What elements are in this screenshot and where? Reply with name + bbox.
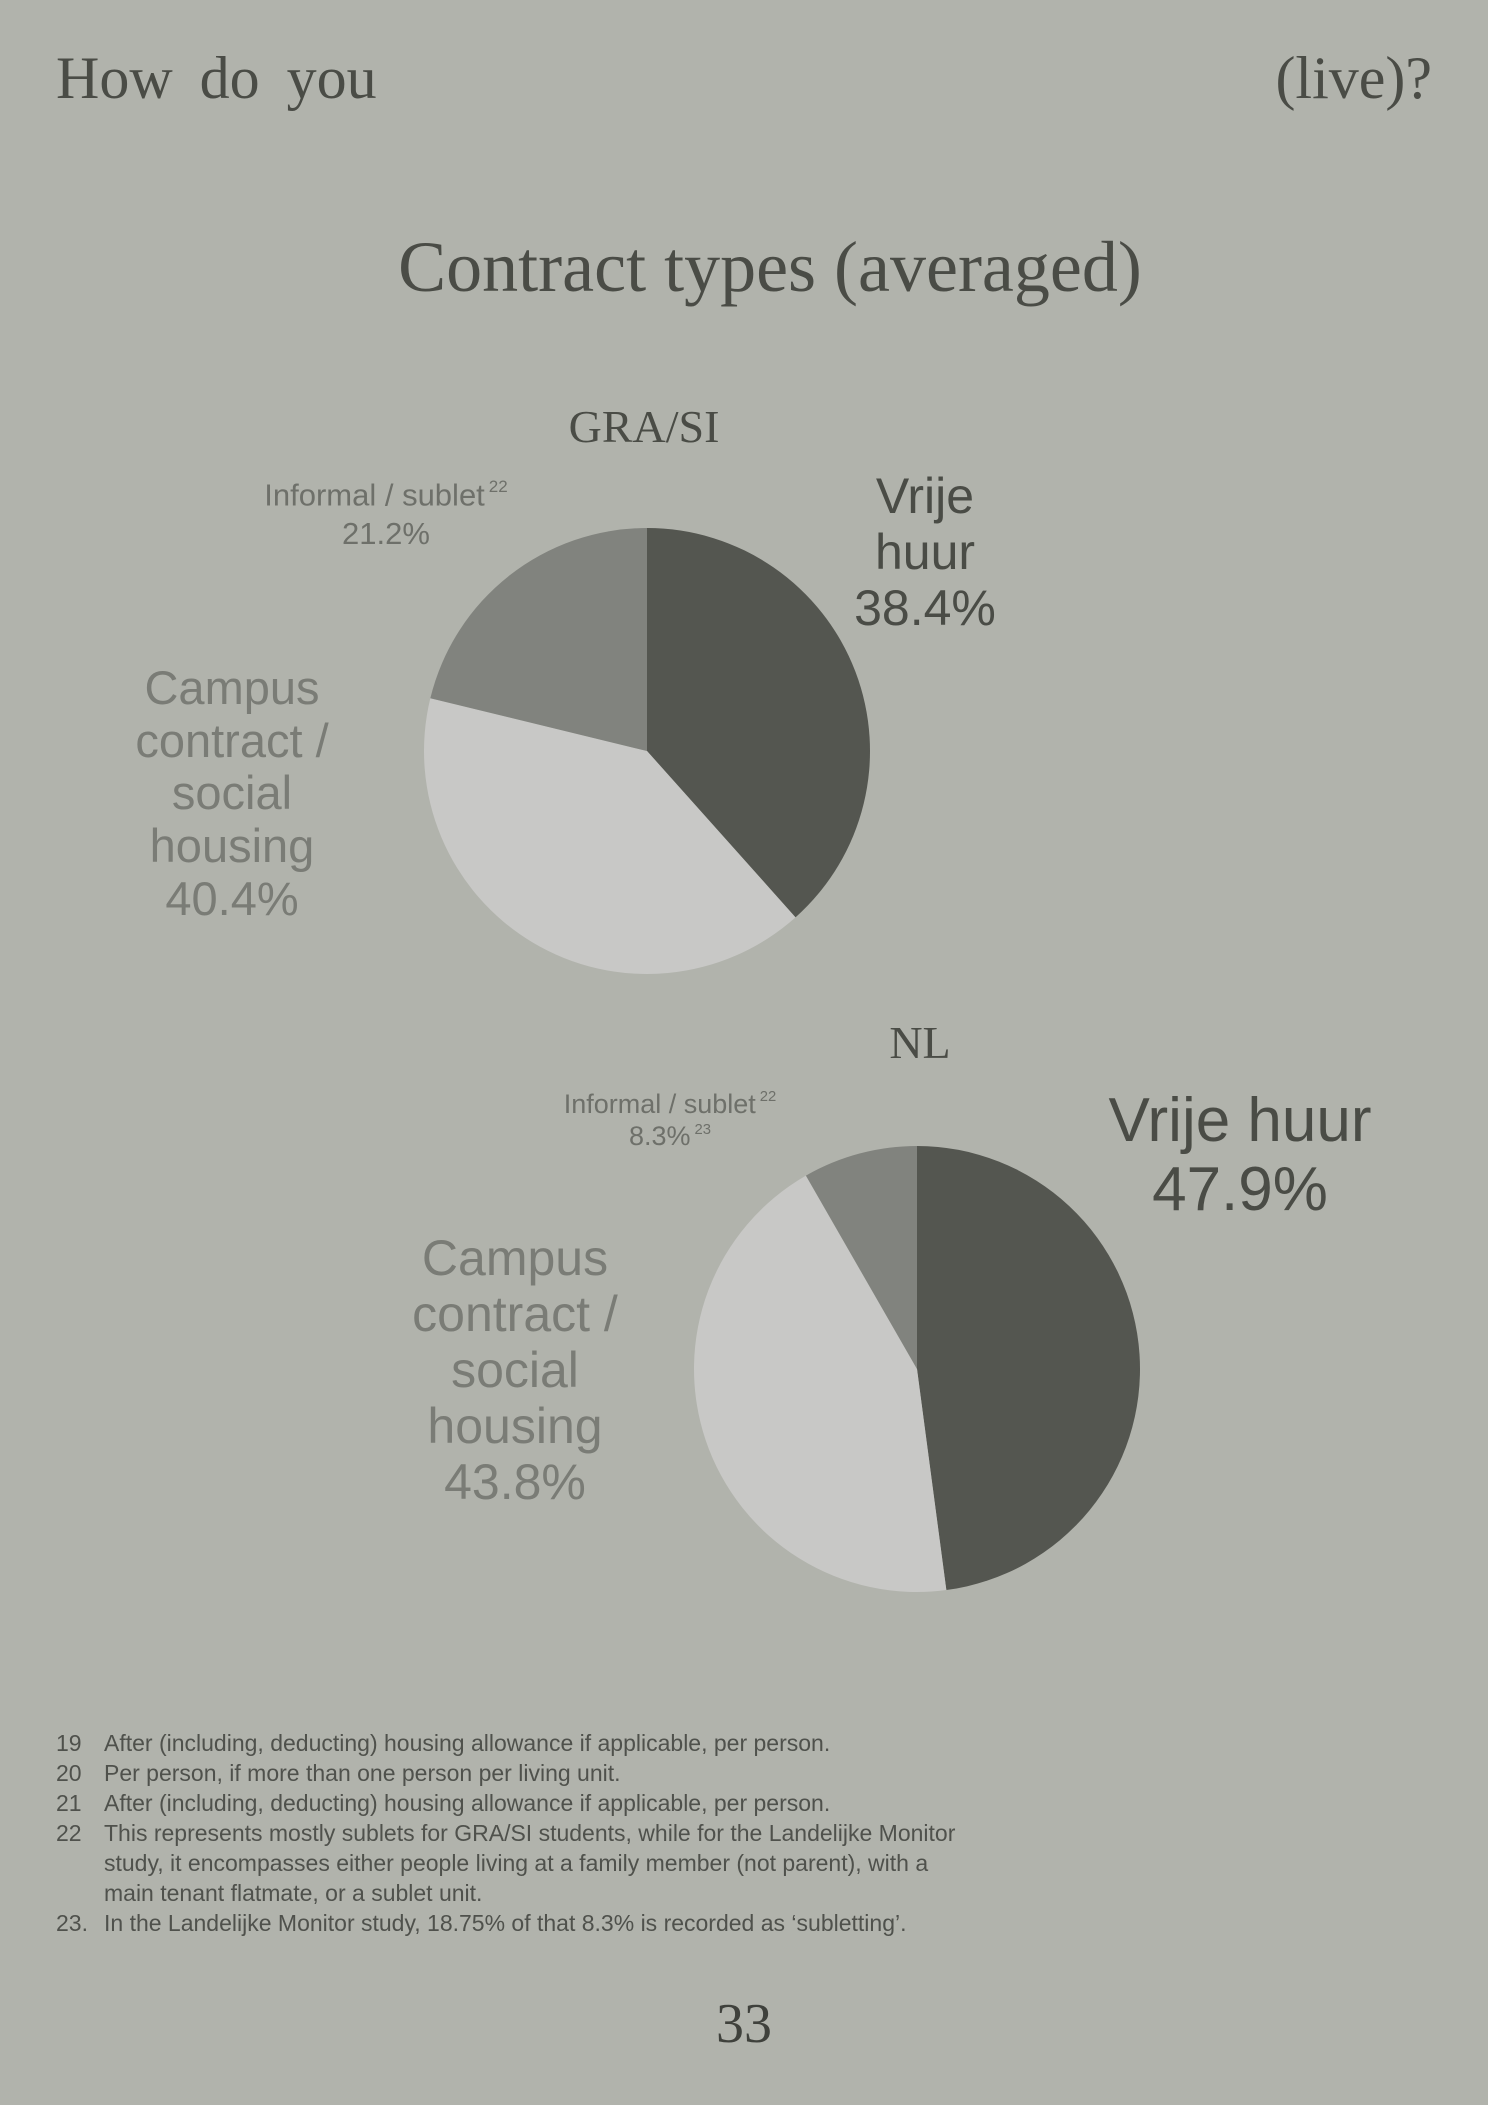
slice-label-line: social bbox=[451, 1342, 579, 1398]
slice-label-line: housing bbox=[427, 1398, 603, 1454]
pie-chart-nl bbox=[694, 1146, 1140, 1592]
footnote-number: 19 bbox=[56, 1730, 82, 1756]
footnote-item bbox=[56, 1758, 1056, 1788]
slice-label: Informal / sublet bbox=[563, 1089, 756, 1119]
slice-value: 38.4% bbox=[854, 580, 996, 636]
footnote-item bbox=[56, 1788, 1056, 1818]
slice-label-line: Campus bbox=[421, 1230, 609, 1286]
slice-label-line: contract / bbox=[412, 1286, 618, 1342]
footnotes bbox=[56, 1728, 1056, 1938]
footnote-text: After (including, deducting) housing allowance if applicable, per person. bbox=[104, 1790, 831, 1816]
slice-label-line: housing bbox=[149, 818, 315, 872]
footnote-number: 20 bbox=[56, 1760, 82, 1786]
footnote-number: 21 bbox=[56, 1790, 82, 1816]
label-nl-vrije-huur bbox=[1100, 1086, 1380, 1225]
label-nl-informal bbox=[540, 1088, 800, 1153]
label-nl-campus bbox=[400, 1230, 630, 1510]
footnote-number: 22 bbox=[56, 1820, 82, 1846]
label-grasi-campus bbox=[130, 662, 334, 925]
slice-label: Vrije huur bbox=[874, 468, 976, 580]
chart-title-grasi: GRA/SI bbox=[568, 401, 720, 452]
slice-value: 40.4% bbox=[165, 871, 299, 925]
footnote-text: This represents mostly sublets for GRA/SI students, while for the Landelijke Monitor study, it encompasses either people living at a family member (not parent), with a main tenant flatmate, or a sublet unit. bbox=[104, 1820, 956, 1906]
slice-label-line: social bbox=[171, 766, 293, 820]
footnote-text: In the Landelijke Monitor study, 18.75% of that 8.3% is recorded as ‘subletting’. bbox=[104, 1910, 907, 1936]
slice-label-line: Campus bbox=[144, 661, 320, 714]
label-grasi-vrije-huur bbox=[820, 468, 1030, 636]
slice-value: 47.9% bbox=[1152, 1155, 1328, 1225]
slice-value: 21.2% bbox=[342, 516, 430, 552]
slice-label: Informal / sublet bbox=[264, 477, 485, 513]
footnote-item bbox=[56, 1728, 1056, 1758]
footnote-number: 23. bbox=[56, 1910, 88, 1936]
slice-label: Vrije huur bbox=[1108, 1086, 1372, 1155]
footnote-text: After (including, deducting) housing allowance if applicable, per person. bbox=[104, 1730, 831, 1756]
footnote-ref: 22 bbox=[488, 477, 508, 496]
chart-title-nl: NL bbox=[889, 1017, 951, 1068]
footnote-text: Per person, if more than one person per living unit. bbox=[104, 1760, 621, 1786]
pie-chart-grasi bbox=[424, 528, 870, 974]
page-title: Contract types (averaged) bbox=[398, 227, 1142, 307]
slice-label-line: contract / bbox=[135, 713, 329, 767]
slice-value: 43.8% bbox=[444, 1454, 586, 1510]
footnote-item bbox=[56, 1818, 1056, 1908]
footnote-ref: 23 bbox=[694, 1121, 712, 1138]
label-grasi-informal bbox=[246, 476, 526, 554]
footnote-ref: 22 bbox=[759, 1089, 777, 1106]
running-header-right: (live)? bbox=[1275, 45, 1432, 111]
page-number: 33 bbox=[716, 1993, 772, 2055]
slice-value: 8.3% bbox=[628, 1121, 691, 1152]
running-header-left: How do you bbox=[56, 45, 377, 111]
footnote-item bbox=[56, 1908, 1056, 1938]
